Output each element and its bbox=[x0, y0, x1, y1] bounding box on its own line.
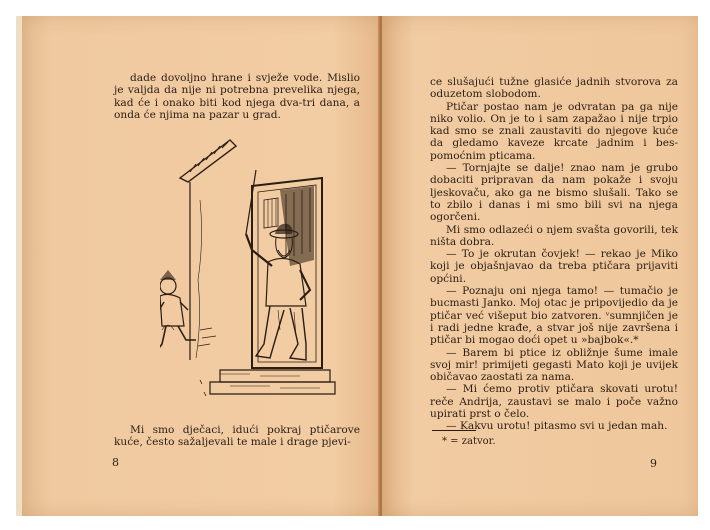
footnote: * = zatvor. bbox=[442, 436, 496, 447]
right-paragraph: — Barem bi ptice iz obližnje šume imale svoj mir! primijeti gegasti Mato koji je uvijek običavao zaostati za nama. bbox=[430, 346, 678, 384]
right-page-text bbox=[430, 76, 678, 433]
left-top-paragraph bbox=[114, 72, 360, 121]
open-book bbox=[10, 16, 698, 516]
right-paragraph: — To je okrutan čovjek! — rekao je Miko koji je objašnjavao da treba ptičara prijaviti općini. bbox=[430, 248, 678, 285]
footnote-divider bbox=[432, 430, 476, 431]
left-page bbox=[16, 16, 388, 516]
right-paragraph: — Poznaju oni njega tamo! — tumačio je bucmasti Janko. Moj otac je pripovijedio da je ptičar već višeput bio zatvoren. ᵛsumnjičen je i radi jedne krađe, a stvar još nije završena i ptičar bi mogao doći opet u »bajbok«.* bbox=[430, 285, 678, 347]
page-number-left: 8 bbox=[112, 456, 119, 469]
illustration-old-man-chasing-boy bbox=[160, 130, 344, 412]
right-paragraph: ce slušajući tužne glasiće jadnih stvorova za oduzetom slobodom. bbox=[430, 76, 678, 101]
right-paragraph: — Kakvu urotu! pitasmo svi u jedan mah. bbox=[446, 420, 668, 433]
left-bottom-text: Mi smo dječaci, idući pokraj ptičarove kuće, često sažaljevali te male i drage pjevi- bbox=[114, 424, 360, 449]
page-number-right: 9 bbox=[650, 457, 657, 470]
right-paragraph: — Tornjajte se dalje! znao nam je grubo dobaciti pripravan da nam pokaže i svoju ljeskovaču, ako ga ne bismo slušali. Tako se to zbilo i danas i mi smo bili svi na njega ogorčeni. bbox=[430, 162, 678, 224]
right-paragraph: — Mi ćemo protiv ptičara skovati urotu! reče Andrija, zaustavi se malo i poče važno upirati prst o čelo. bbox=[430, 383, 678, 421]
right-paragraph: Mi smo odlazeći o njem svašta govorili, tek ništa dobra. bbox=[430, 223, 678, 248]
left-bottom-paragraph bbox=[114, 424, 360, 449]
left-top-text: dade dovoljno hrane i svježe vode. Mislio je valjda da nije ni potrebna prevelika njega, kad će i onako biti kod njega dva-tri dana, a onda će njima na pazar u grad. bbox=[114, 72, 360, 121]
right-page bbox=[382, 16, 698, 516]
right-paragraph: Ptičar postao nam je odvratan pa ga nije niko volio. On je to i sam zapažao i nije trpio kad smo se znali zaustaviti do njegove kuće da gledamo kaveze krcate jadnim i bespomoćnim pticama. bbox=[430, 100, 678, 162]
